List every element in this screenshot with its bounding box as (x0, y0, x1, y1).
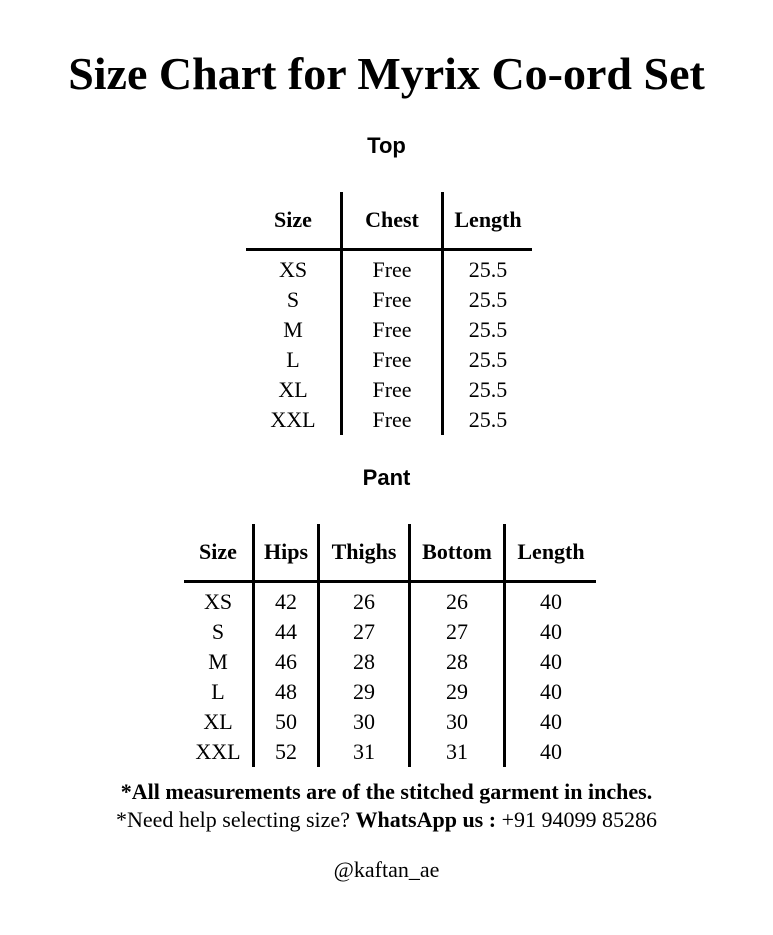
column-header-size: Size (246, 192, 342, 250)
table-row (184, 707, 596, 737)
table-row (184, 737, 596, 767)
table-cell: S (211, 619, 225, 644)
column-header-thighs: Thighs (319, 524, 410, 582)
table-cell: 28 (319, 647, 410, 677)
pant-section-heading: Pant (362, 465, 411, 490)
table-cell: Free (342, 250, 443, 286)
top-size-table (246, 192, 532, 435)
table-row (246, 345, 532, 375)
table-header-row (246, 192, 532, 250)
column-header-size: Size (184, 524, 254, 582)
social-handle[interactable]: @kaftan_ae (333, 857, 440, 882)
column-header-chest: Chest (342, 192, 443, 250)
table-cell: 25.5 (443, 315, 533, 345)
measurement-note: *All measurements are of the stitched garment in inches. (120, 779, 653, 804)
table-cell: 44 (254, 617, 319, 647)
table-cell: 27 (319, 617, 410, 647)
column-header-hips: Hips (254, 524, 319, 582)
whatsapp-label: WhatsApp us : (355, 807, 497, 832)
table-cell: M (208, 649, 228, 674)
table-cell: XS (203, 589, 233, 614)
table-row (246, 250, 532, 286)
help-note (0, 806, 773, 834)
table-cell: 28 (410, 647, 505, 677)
table-cell: XL (203, 709, 233, 734)
table-cell: 40 (505, 617, 597, 647)
table-row (184, 617, 596, 647)
table-cell: XS (278, 257, 308, 282)
top-section-heading: Top (367, 133, 406, 158)
table-cell: L (286, 347, 300, 372)
table-cell: 40 (505, 582, 597, 618)
table-cell: 40 (505, 737, 597, 767)
table-cell: Free (342, 285, 443, 315)
table-cell: 48 (254, 677, 319, 707)
table-cell: XXL (270, 407, 316, 432)
table-cell: 26 (319, 582, 410, 618)
table-cell: 25.5 (443, 250, 533, 286)
whatsapp-phone[interactable]: +91 94099 85286 (501, 807, 657, 832)
table-cell: 52 (254, 737, 319, 767)
table-cell: 29 (319, 677, 410, 707)
table-cell: Free (342, 375, 443, 405)
table-cell: S (286, 287, 300, 312)
table-cell: 46 (254, 647, 319, 677)
table-cell: 30 (319, 707, 410, 737)
table-cell: 25.5 (443, 405, 533, 435)
table-cell: Free (342, 345, 443, 375)
table-row (246, 375, 532, 405)
table-cell: 31 (410, 737, 505, 767)
table-cell: 31 (319, 737, 410, 767)
table-row (184, 582, 596, 618)
table-cell: 42 (254, 582, 319, 618)
table-header-row (184, 524, 596, 582)
table-cell: XXL (195, 739, 241, 764)
table-cell: 40 (505, 647, 597, 677)
table-cell: 27 (410, 617, 505, 647)
column-header-length: Length (443, 192, 533, 250)
table-cell: Free (342, 405, 443, 435)
table-cell: 26 (410, 582, 505, 618)
table-cell: 25.5 (443, 375, 533, 405)
table-row (184, 677, 596, 707)
table-cell: 50 (254, 707, 319, 737)
table-cell: Free (342, 315, 443, 345)
table-cell: L (211, 679, 225, 704)
table-cell: 25.5 (443, 345, 533, 375)
table-cell: 30 (410, 707, 505, 737)
pant-size-table (184, 524, 596, 767)
table-cell: M (283, 317, 303, 342)
table-cell: XL (278, 377, 308, 402)
column-header-length: Length (505, 524, 597, 582)
help-note-prefix: *Need help selecting size? (116, 807, 350, 832)
table-row (246, 405, 532, 435)
table-cell: 25.5 (443, 285, 533, 315)
column-header-bottom: Bottom (410, 524, 505, 582)
table-cell: 40 (505, 707, 597, 737)
table-row (246, 315, 532, 345)
table-cell: 29 (410, 677, 505, 707)
table-cell: 40 (505, 677, 597, 707)
table-row (184, 647, 596, 677)
page-title: Size Chart for Myrix Co-ord Set (68, 48, 705, 99)
table-row (246, 285, 532, 315)
